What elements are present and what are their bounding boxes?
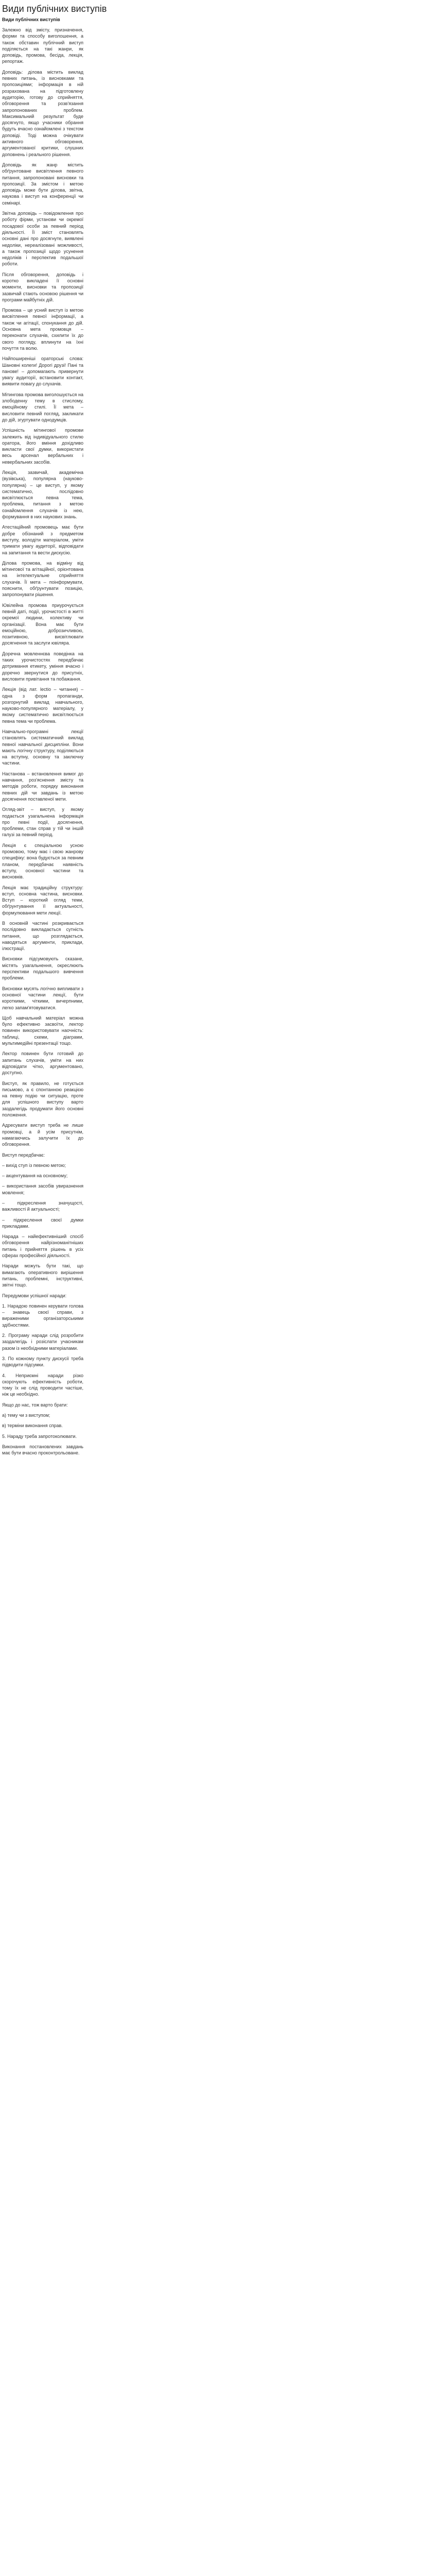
- paragraph: Навчально-програмні лекції становлять систематичний виклад певної навчальної дисципліни. Вони мають логічну структуру, поділяються на вступну, основну та заключну частини.: [2, 728, 83, 766]
- paragraph: Лекція є спеціальною усною промовою, тому має і свою жанрову специфіку: вона будується за певним планом, передбачає наявність вступу, основної частини та висновків.: [2, 842, 83, 880]
- paragraph: Після обговорення, доповідь і коротко викладені її основні моменти, висновки та пропозиції зазвичай стають основою рішення чи програми майбутніх дій.: [2, 272, 83, 302]
- paragraph: Атестаційний промовець має бути добре обізнаний з предметом виступу, володіти матеріалом, уміти тримати увагу аудиторії, відповідати на запитання та вести дискусію.: [2, 524, 83, 555]
- paragraph: Лектор повинен бути готовий до запитань слухачів, уміти на них відповідати чітко, аргументовано, доступно.: [2, 1051, 83, 1076]
- paragraph: Успішність мітингової промови залежить від індивідуального стилю оратора, його вміння дохідливо викласти свої думки, використати весь арсенал вербальних і невербальних засобів.: [2, 428, 83, 465]
- paragraph: Висновки підсумовують сказане, містять узагальнення, окреслюють перспективи подальшого вивчення проблеми.: [2, 956, 83, 981]
- paragraph: Промова – це усний виступ із метою висвітлення певної інформації, а також чи агітації, спонукання до дій. Основна мета промовця – переконати слухачів, схилити їх до свого погляду, вплинути на їхні почуття та волю.: [2, 308, 83, 351]
- paragraph: – акцентування на основному;: [2, 1173, 68, 1179]
- section-heading: Види публічних виступів: [2, 17, 60, 22]
- paragraph: Щоб навчальний матеріал можна було ефективно засвоїти, лектор повинен використовувати наочність: таблиці, схеми, діаграми, мультимедійні презентації тощо.: [2, 1015, 83, 1046]
- paragraph: Нарада – найефективніший спосіб обговорення найрізноманітніших питань і прийняття рішень в усіх сферах професійної діяльності.: [2, 1234, 83, 1259]
- paragraph: Лекція має традиційну структуру: вступ, основна частина, висновки. Вступ – короткий огляд теми, обґрунтування її актуальності, формулювання мети лекції.: [2, 885, 83, 916]
- paragraph: Доповідь: ділова містить виклад певних питань, із висновками та пропозиціями; інформація в ній розрахована на підготовлену аудиторію, готову до сприйняття, обговорення та розв'язання запропонованих проблем. Максимальний результат буде досягнуто, якщо учасники обрання будуть вчасно ознайомлені з текстом доповіді. Тоді можна очікувати активного обговорення, аргументованої критики, слушних доповнень і реального рішення.: [2, 69, 83, 157]
- paragraph: 3. По кожному пункту дискусії треба підводити підсумки.: [2, 1355, 83, 1368]
- paragraph: в) терміни виконання справ.: [2, 1423, 63, 1429]
- paragraph: Залежно від змісту, призначення, форми та способу виголошення, а також обставин публічний виступ поділяється на такі жанри, як доповідь, промова, бесіда, лекція, репортаж.: [2, 27, 83, 64]
- page-title: Види публічних виступів: [2, 4, 107, 14]
- paragraph: Наради можуть бути такі, що вимагають оперативного вирішення питань, проблемні, інструктивні, звітні тощо.: [2, 1263, 83, 1288]
- paragraph: Виступ, як правило, не готується письмово, а є спонтанною реакцією на певну подію чи ситуацію, проте для успішного виступу варто заздалегідь продумати його основні положення.: [2, 1080, 83, 1118]
- paragraph: Доповідь як жанр містить обґрунтоване висвітлення певного питання, запропоновані висновки та пропозиції. За змістом і метою доповідь може бути ділова, звітна, наукова і виступ на конференції чи семінарі.: [2, 162, 83, 206]
- paragraph: Передумови успішної наради:: [2, 1293, 67, 1298]
- paragraph: – підкреслення своєї думки прикладами.: [2, 1217, 83, 1229]
- paragraph: Висновки мусять логічно випливати з основної частини лекції, бути короткими, чіткими, вичерпними, легко запам'ятовуватися.: [2, 986, 83, 1010]
- paragraph: Лекція, зазвичай, академічна (вузівська), популярна (науково-популярна) – це виступ, у якому систематично, послідовно висвітлюється певна тема, проблема, питання з метою ознайомлення слухачів із нею, формування в них наукових знань.: [2, 470, 83, 520]
- paragraph: а) тему чи з виступом;: [2, 1413, 50, 1418]
- paragraph: 4. Неприємні наради різко скорочують ефективність роботи, тому їх не слід проводити частіше, ніж це необхідно.: [2, 1372, 83, 1397]
- paragraph: В основній частині розкривається послідовно викладається сутність питання, що розглядається, наводяться аргументи, приклади, ілюстрації.: [2, 921, 83, 952]
- paragraph: Адресувати виступ треба не лише промовці, а й усім присутнім, намагаючись залучити їх до обговорення.: [2, 1123, 83, 1147]
- paragraph: Виконання постановлених завдань має бути вчасно проконтрольоване.: [2, 1444, 83, 1456]
- paragraph: 5. Нараду треба запротоколювати.: [2, 1433, 77, 1439]
- paragraph: Настанова – встановлення вимог до навчання, роз'яснення змісту та методів роботи, порядку виконання певних дій чи завдань із метою досягнення поставленої мети.: [2, 771, 83, 802]
- paragraph: Доречна мовленнєва поведінка на таких урочистостях передбачає дотримання етикету, уміння вчасно і доречно звернутися до присутніх, висловити привітання та побажання.: [2, 651, 83, 682]
- paragraph: Виступ передбачає:: [2, 1152, 45, 1158]
- paragraph: Ділова промова, на відміну від мітингової та агітаційної, орієнтована на інтелектуальне сприйняття слухачів. Її мета – поінформувати, пояснити, обґрунтувати позицію, запропонувати рішення.: [2, 560, 83, 598]
- paragraph: Найпоширеніші ораторські слова: Шановні колеги! Дорогі друзі! Пані та панове! – допомагають привернути увагу аудиторії, встановити контакт, виявити повагу до слухачів.: [2, 356, 83, 387]
- paragraph: 1. Нарадою повинен керувати голова – знавець своєї справи, з вираженими організаторськими здібностями.: [2, 1303, 83, 1328]
- paragraph: Мітингова промова виголошується на злободенну тему в стислому, емоційному стилі. Її мета – висловити певний погляд, закликати до дій, згуртувати однодумців.: [2, 392, 83, 422]
- paragraph: Звітна доповідь – повідомлення про роботу фірми, установи чи окремої посадової особи за певний період діяльності. Її зміст становлять основні дані про досягнуте, виявлені недоліки, нереалізовані можливості, а також пропозиції щодо усунення недоліків і перспектив подальшої роботи.: [2, 211, 83, 267]
- paragraph: 2. Програму наради слід розробити заздалегідь і розіслати учасникам разом із необхідними матеріалами.: [2, 1333, 83, 1351]
- paragraph: Ювілейна промова приурочується певній даті, події, урочистості в житті окремої людини, колективу чи організації. Вона має бути емоційною, доброзичливою, позитивною, висвітлювати досягнення та заслуги ювіляра.: [2, 602, 83, 646]
- paragraph: Якщо до нас, тож варто брати:: [2, 1402, 68, 1408]
- paragraph: Лекція (від лат. lectio – читання) – одна з форм пропаганди, розгорнутий виклад навчального, науково-популярного матеріалу, у якому систематично висвітлюється певна тема чи проблема.: [2, 687, 83, 724]
- paragraph: – підкреслення значущості, важливості й актуальності;: [2, 1200, 83, 1212]
- paragraph: Огляд-звіт – виступ, у якому подається узагальнена інформація про певні події, досягнення, проблеми, стан справ у тій чи іншій галузі за певний період.: [2, 807, 83, 838]
- paragraph: – вихід ступ із певною метою;: [2, 1162, 66, 1168]
- paragraph: – використання засобів увиразнення мовлення;: [2, 1183, 83, 1195]
- article-body: [2, 16, 83, 1456]
